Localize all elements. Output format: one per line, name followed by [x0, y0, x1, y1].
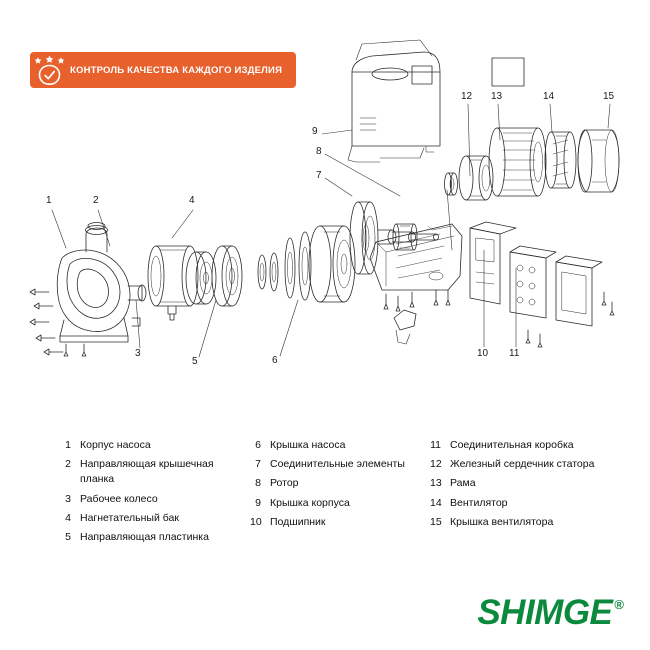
legend-label: Направляющая пластинка: [80, 531, 209, 544]
legend-label: Подшипник: [270, 515, 326, 528]
legend-item: [60, 457, 250, 487]
callout-6: 6: [272, 355, 278, 366]
legend-item: [250, 496, 430, 511]
legend-number: 5: [65, 531, 71, 544]
legend-item: [430, 496, 620, 511]
callout-10: 10: [477, 348, 489, 359]
legend-number: 10: [250, 515, 262, 528]
legend-label: Соединительная коробка: [450, 439, 574, 451]
legend-label: Вентилятор: [450, 496, 508, 509]
legend-label: Рабочее колесо: [80, 492, 158, 505]
brand-name: SHIMGE: [477, 593, 613, 632]
legend-label: Крышка вентилятора: [450, 515, 554, 528]
legend-item: [60, 511, 250, 526]
legend-label: Железный сердечник статора: [450, 458, 595, 471]
legend-item: [250, 476, 430, 491]
legend-number: 12: [430, 458, 442, 471]
legend-item: [60, 492, 250, 507]
legend-number: 9: [255, 496, 261, 509]
callout-13: 13: [491, 91, 503, 102]
callout-5: 5: [192, 356, 198, 367]
legend-label: Нагнетательный бак: [80, 511, 179, 524]
legend-number: 13: [430, 477, 442, 490]
legend-column-2: [250, 438, 430, 549]
legend-number: 7: [255, 458, 261, 471]
legend-item: [60, 438, 250, 453]
callout-12: 12: [461, 91, 473, 102]
callout-14: 14: [543, 91, 555, 102]
legend-label: Корпус насоса: [80, 439, 151, 451]
legend-number: 14: [430, 496, 442, 509]
legend-label: Рама: [450, 477, 476, 490]
callout-11: 11: [509, 348, 520, 359]
legend-number: 11: [430, 439, 441, 451]
legend-number: 15: [430, 515, 442, 528]
callout-1: 1: [46, 195, 52, 206]
legend-label: Соединительные элементы: [270, 458, 405, 471]
legend-number: 2: [65, 458, 71, 471]
legend-label: Крышка насоса: [270, 439, 346, 451]
legend-column-1: [60, 438, 250, 549]
legend-number: 1: [65, 439, 71, 451]
legend-item: [250, 457, 430, 472]
parts-legend: [60, 438, 620, 549]
callout-3: 3: [135, 348, 141, 359]
quality-badge-label: КОНТРОЛЬ КАЧЕСТВА КАЖДОГО ИЗДЕЛИЯ: [70, 64, 283, 76]
legend-item: [430, 457, 620, 472]
legend-item: [430, 476, 620, 491]
legend-number: 8: [255, 477, 261, 490]
legend-item: [250, 515, 430, 530]
legend-item: [250, 438, 430, 453]
callout-7: 7: [316, 170, 322, 181]
legend-number: 6: [255, 439, 261, 451]
legend-number: 3: [65, 492, 71, 505]
callout-4: 4: [189, 195, 195, 206]
legend-item: [60, 530, 250, 545]
callout-8: 8: [316, 146, 322, 157]
legend-item: [430, 438, 620, 453]
legend-item: [430, 515, 620, 530]
legend-column-3: [430, 438, 620, 549]
registered-trademark-icon: ®: [614, 597, 624, 612]
callout-2: 2: [93, 195, 99, 206]
brand-logo: [477, 595, 624, 630]
legend-label: Ротор: [270, 477, 299, 490]
legend-label: Направляющая крышечная планка: [80, 458, 214, 486]
callout-9: 9: [312, 126, 318, 137]
legend-label: Крышка корпуса: [270, 496, 350, 509]
legend-number: 4: [65, 511, 71, 524]
callout-15: 15: [603, 91, 615, 102]
